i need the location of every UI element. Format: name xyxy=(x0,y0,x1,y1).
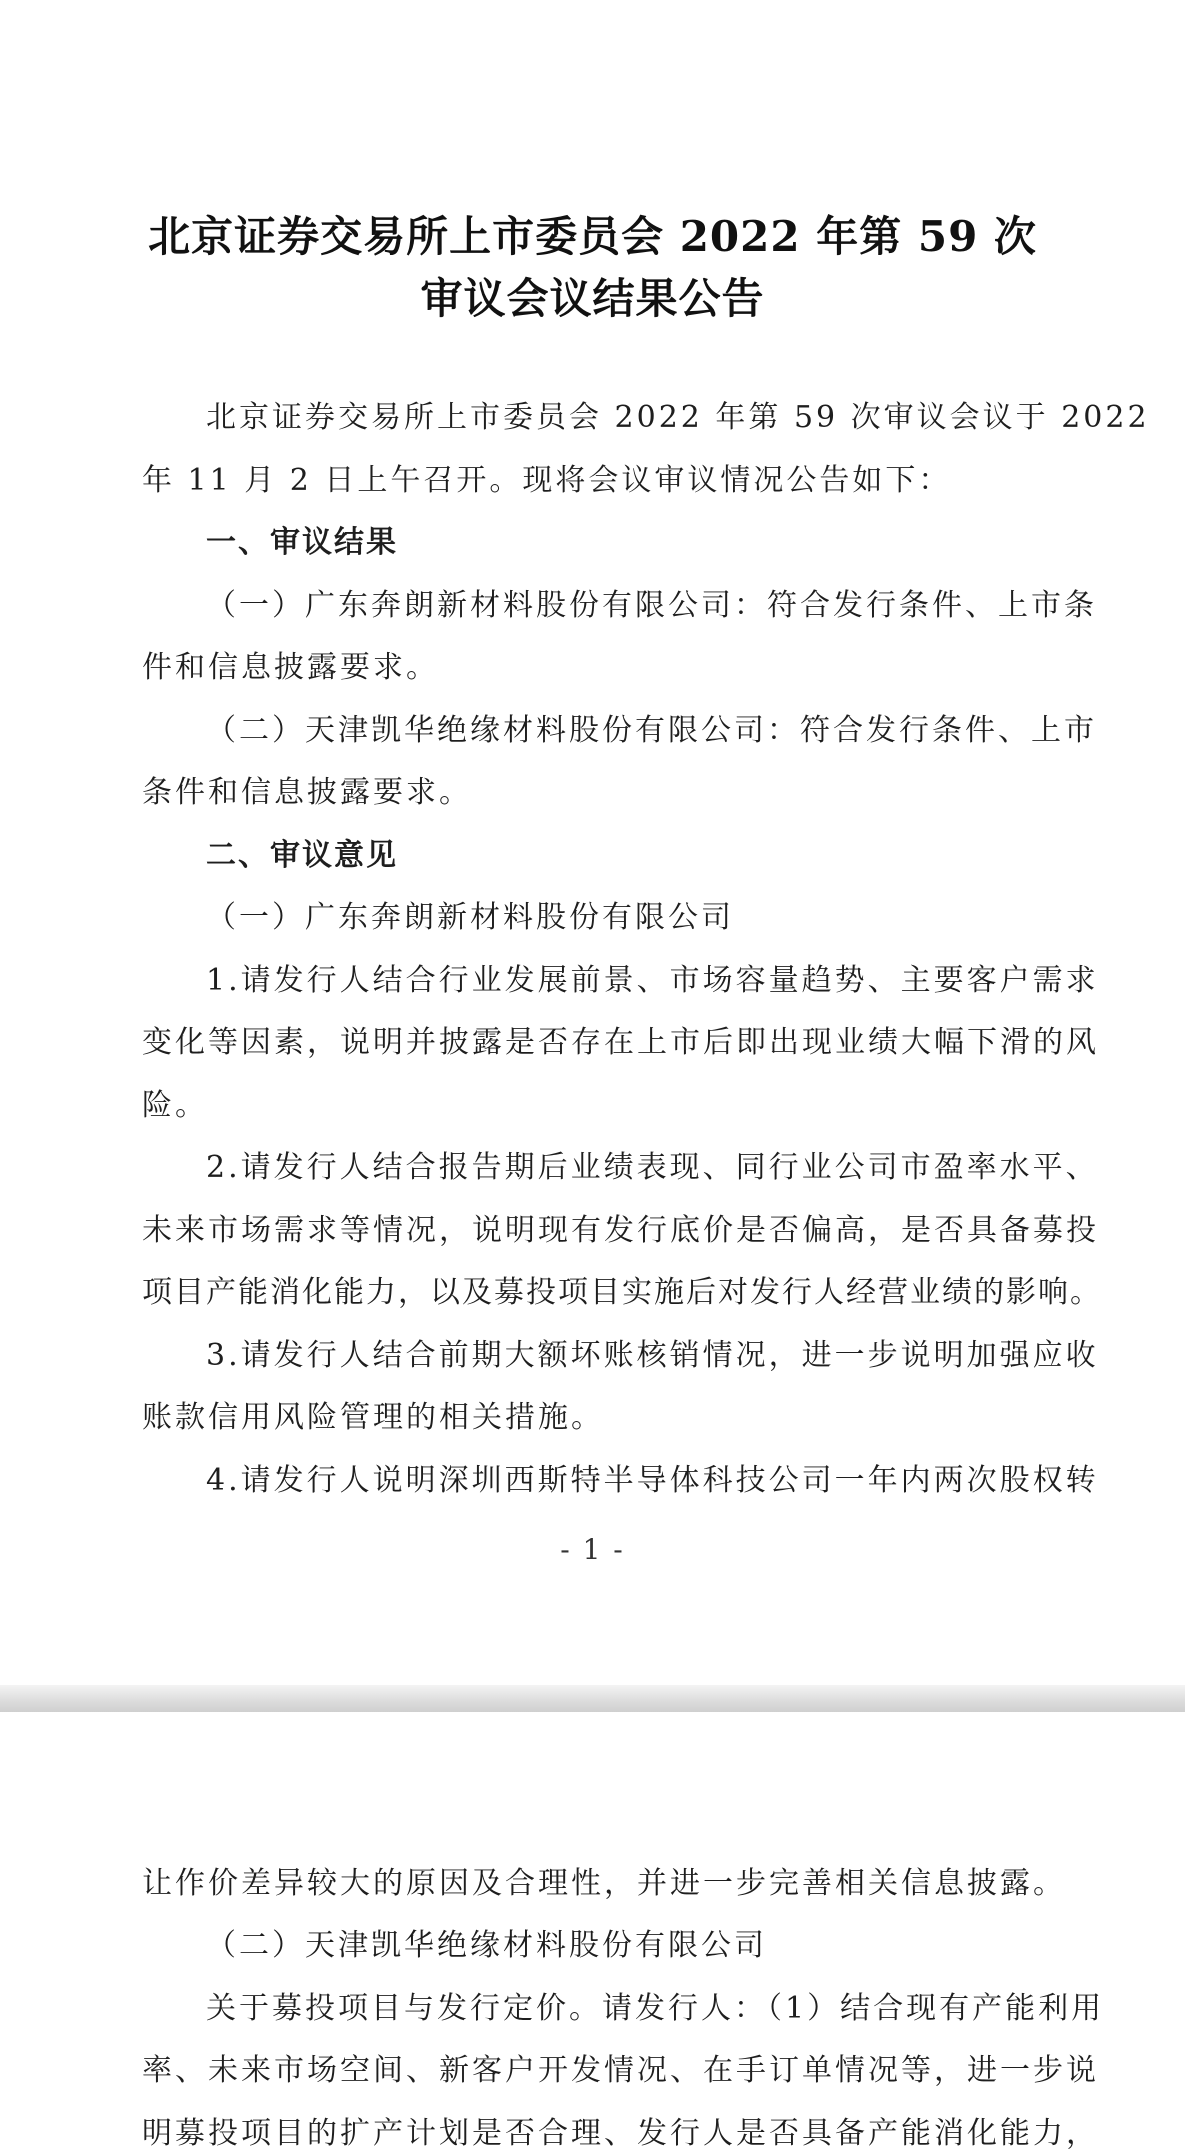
result-item-2-line-2: 条件和信息披露要求。 xyxy=(142,775,472,810)
result-item-1-line-1: （一）广东奔朗新材料股份有限公司：符合发行条件、上市条 xyxy=(206,588,1097,623)
document-page-2 xyxy=(0,1712,1185,2151)
section-heading-review-opinions: 二、审议意见 xyxy=(206,838,398,873)
opinion-company-2-line-2: 率、未来市场空间、新客户开发情况、在手订单情况等，进一步说 xyxy=(142,2053,1099,2088)
opinion-3-line-1: 3.请发行人结合前期大额坏账核销情况，进一步说明加强应收 xyxy=(206,1338,1099,1373)
paragraph-intro-line-1: 北京证券交易所上市委员会 2022 年第 59 次审议会议于 2022 xyxy=(206,400,1150,435)
document-title-line-2: 审议会议结果公告 xyxy=(420,274,765,323)
opinion-company-2-line-3: 明募投项目的扩产计划是否合理、发行人是否具备产能消化能力， xyxy=(142,2116,1099,2151)
page-number: - 1 - xyxy=(560,1533,625,1566)
opinion-1-line-1: 1.请发行人结合行业发展前景、市场容量趋势、主要客户需求 xyxy=(206,963,1099,998)
page-separator xyxy=(0,1685,1185,1712)
result-item-2-line-1: （二）天津凯华绝缘材料股份有限公司：符合发行条件、上市 xyxy=(206,713,1097,748)
document-title-line-1: 北京证券交易所上市委员会 2022 年第 59 次 xyxy=(148,212,1037,261)
opinion-3-line-2: 账款信用风险管理的相关措施。 xyxy=(142,1400,604,1435)
section-heading-review-results: 一、审议结果 xyxy=(206,525,398,560)
opinion-4-line-1: 4.请发行人说明深圳西斯特半导体科技公司一年内两次股权转 xyxy=(206,1463,1099,1498)
paragraph-intro-line-2: 年 11 月 2 日上午召开。现将会议审议情况公告如下： xyxy=(142,463,952,498)
opinion-2-line-2: 未来市场需求等情况，说明现有发行底价是否偏高，是否具备募投 xyxy=(142,1213,1099,1248)
opinion-2-line-1: 2.请发行人结合报告期后业绩表现、同行业公司市盈率水平、 xyxy=(206,1150,1099,1185)
opinion-company-2-heading: （二）天津凯华绝缘材料股份有限公司 xyxy=(206,1928,767,1963)
opinion-1-line-3: 险。 xyxy=(142,1088,208,1123)
opinion-1-line-2: 变化等因素，说明并披露是否存在上市后即出现业绩大幅下滑的风 xyxy=(142,1025,1099,1060)
opinion-company-1-heading: （一）广东奔朗新材料股份有限公司 xyxy=(206,900,734,935)
opinion-4-line-2: 让作价差异较大的原因及合理性，并进一步完善相关信息披露。 xyxy=(142,1866,1066,1901)
result-item-1-line-2: 件和信息披露要求。 xyxy=(142,650,439,685)
opinion-2-line-3: 项目产能消化能力，以及募投项目实施后对发行人经营业绩的影响。 xyxy=(142,1275,1102,1310)
opinion-company-2-line-1: 关于募投项目与发行定价。请发行人：（1）结合现有产能利用 xyxy=(206,1991,1105,2026)
